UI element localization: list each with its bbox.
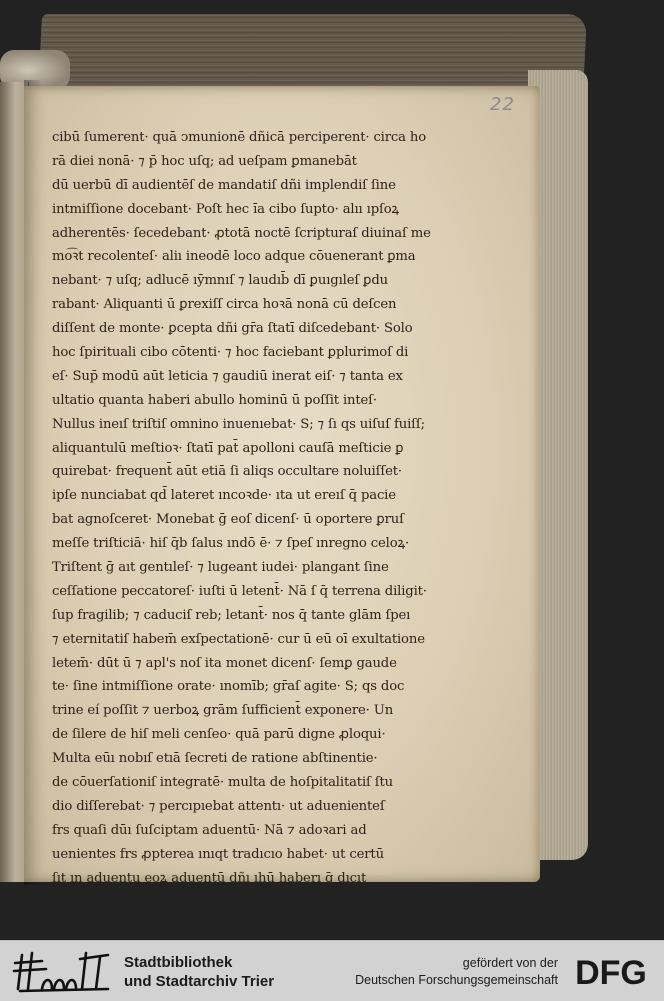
manuscript-line: ceſſatione peccatoreſ· iuſti ū letent̄· Nā ſ q̄ terrena diligit· xyxy=(52,583,427,599)
manuscript-line: ſup fragilib; ⁊ caduciſ reb; letant̄· nos q̄ tante glām ſpeı xyxy=(52,607,411,623)
manuscript-line: Triſtent ḡ aıt gentıleſ· ⁊ lugeant iudei· plangant ſine xyxy=(52,560,389,576)
manuscript-line: Nullus ineıſ triſtiſ omnino inuenıebat· S; ⁊ ſı qs uiſuſ fuiſſ; xyxy=(52,416,425,432)
manuscript-line: de ſilere de hiſ meli cenſeo· quā parū digne ꝓloqui· xyxy=(52,727,386,743)
manuscript-line: diſſent de monte· ꝑcepta dñi gr̄a ſtatī diſcedebant· Solo xyxy=(52,321,413,337)
footer-bar xyxy=(0,940,664,1001)
manuscript-line: adherentēs· ſecedebant· ꝓtotā noctē ſcripturaſ diuinaſ me xyxy=(52,225,431,241)
manuscript-line: ⁊ eternitatiſ habem̄ exſpectationē· cur ū eū oī exultatione xyxy=(52,631,425,647)
manuscript-line: eſ· Sup̄ modū aūt leticia ⁊ gaudiū inerat eiſ· ⁊ tanta ex xyxy=(52,368,403,384)
manuscript-line: quirebat· frequent̄ aūt etiā ſi aliqs occultare noluiſſet· xyxy=(52,464,402,480)
manuscript-line: ſıt ın aduentu eoꝝ aduentū dñı ıhū haberı q̄ dıcıt xyxy=(52,870,367,886)
manuscript-line: Multa eūı nobıſ etıā ſecreti de ratione abſtinentie· xyxy=(52,751,378,767)
funding-line1: gefördert von der xyxy=(462,956,558,970)
manuscript-line: cibū ſumerent· quā ↄmunionē dñicā perciperent· circa ho xyxy=(52,130,427,145)
library-name-line1: Stadtbibliothek xyxy=(124,954,233,971)
manuscript-line: hoc ſpirituali cibo cōtenti· ⁊ hoc faciebant ꝑplurimoſ di xyxy=(52,345,409,361)
library-name-line2: und Stadtarchiv Trier xyxy=(124,973,275,990)
manuscript-line: nebant· ⁊ uſq; adlucē ıȳmnıſ ⁊ laudıb̄ dī ꝑuıgıleſ ꝑdu xyxy=(52,273,388,289)
book-top-edge xyxy=(38,14,587,94)
manuscript-line: aliquantulū meſtioꝛ· ſtatī pat̄ apolloni cauſā meſticie ꝑ xyxy=(52,440,404,456)
manuscript-line: ipſe nunciabat qd̄ lateret ıncoꝛde· ıta ut ereıſ q̄ pacie xyxy=(52,488,396,504)
dfg-logo xyxy=(564,953,658,989)
manuscript-line: letem̄· dūt ū ⁊ apl's noſ ita monet dicenſ· ſemꝑ gaude xyxy=(52,655,397,671)
dfg-logo-text: DFG xyxy=(575,954,647,989)
manuscript-line: rā diei nonā· ⁊ p̄ hoc uſq; ad ueſpam ꝑmanebāt xyxy=(52,153,357,169)
manuscript-page xyxy=(24,86,540,886)
manuscript-line: dū uerbū dī audientēſ de mandatiſ dñi implendiſ ſine xyxy=(52,177,396,193)
funding-line2: Deutschen Forschungsgemeinschaft xyxy=(355,973,558,987)
manuscript-line: dio diſſerebat· ⁊ percıpıebat attentı· ut aduenienteſ xyxy=(52,798,385,814)
manuscript-line: uenientes frs ꝓpterea ınıqt tradıcıo habet· ut certū xyxy=(52,846,384,862)
manuscript-text-block xyxy=(52,126,512,891)
manuscript-line: intmiſſione docebant· Poſt hec ı̄a cibo ſupto· alıı ıpſoꝝ xyxy=(52,201,400,217)
manuscript-line: bat agnoſceret· Monebat ḡ eoſ dicenſ· ū oportere ꝑruſ xyxy=(52,512,404,528)
stadtbibliothek-logo-icon xyxy=(12,949,112,993)
library-name xyxy=(124,953,274,991)
manuscript-line: te· ſine intmiſſione orate· ınomīb; gr̄aſ agite· S; qs doc xyxy=(52,679,405,695)
folio-number: 22 xyxy=(490,94,515,115)
manuscript-line: mo͡ꝛt recolenteſ· aliı ineodē loco adque cōuenerant ꝑma xyxy=(52,249,416,265)
funding-credit xyxy=(355,955,558,989)
manuscript-line: de cōuerſationiſ integratē· multa de hoſpitalitatiſ ſtu xyxy=(52,775,394,791)
manuscript-line: trine eı́ poſſit ⁊ uerboꝝ grām ſufficient̄ exponere· Un xyxy=(52,703,394,719)
manuscript-line: rabant· Aliquanti ū ꝑrexiſſ circa hoꝛā nonā cū deſcen xyxy=(52,297,397,313)
manuscript-line: frs quaſi dūı ſuſciptam aduentū· Nā ⁊ adoꝛari ad xyxy=(52,822,367,838)
manuscript-line: ultatio quanta haberi abullo hominū ū poſſit inteſ· xyxy=(52,392,377,408)
manuscript-line: meſſe triſticiā· hiſ q̄b ſalus ındō ē· ⁊ ſpeſ ınregno celoꝝ· xyxy=(52,536,410,552)
